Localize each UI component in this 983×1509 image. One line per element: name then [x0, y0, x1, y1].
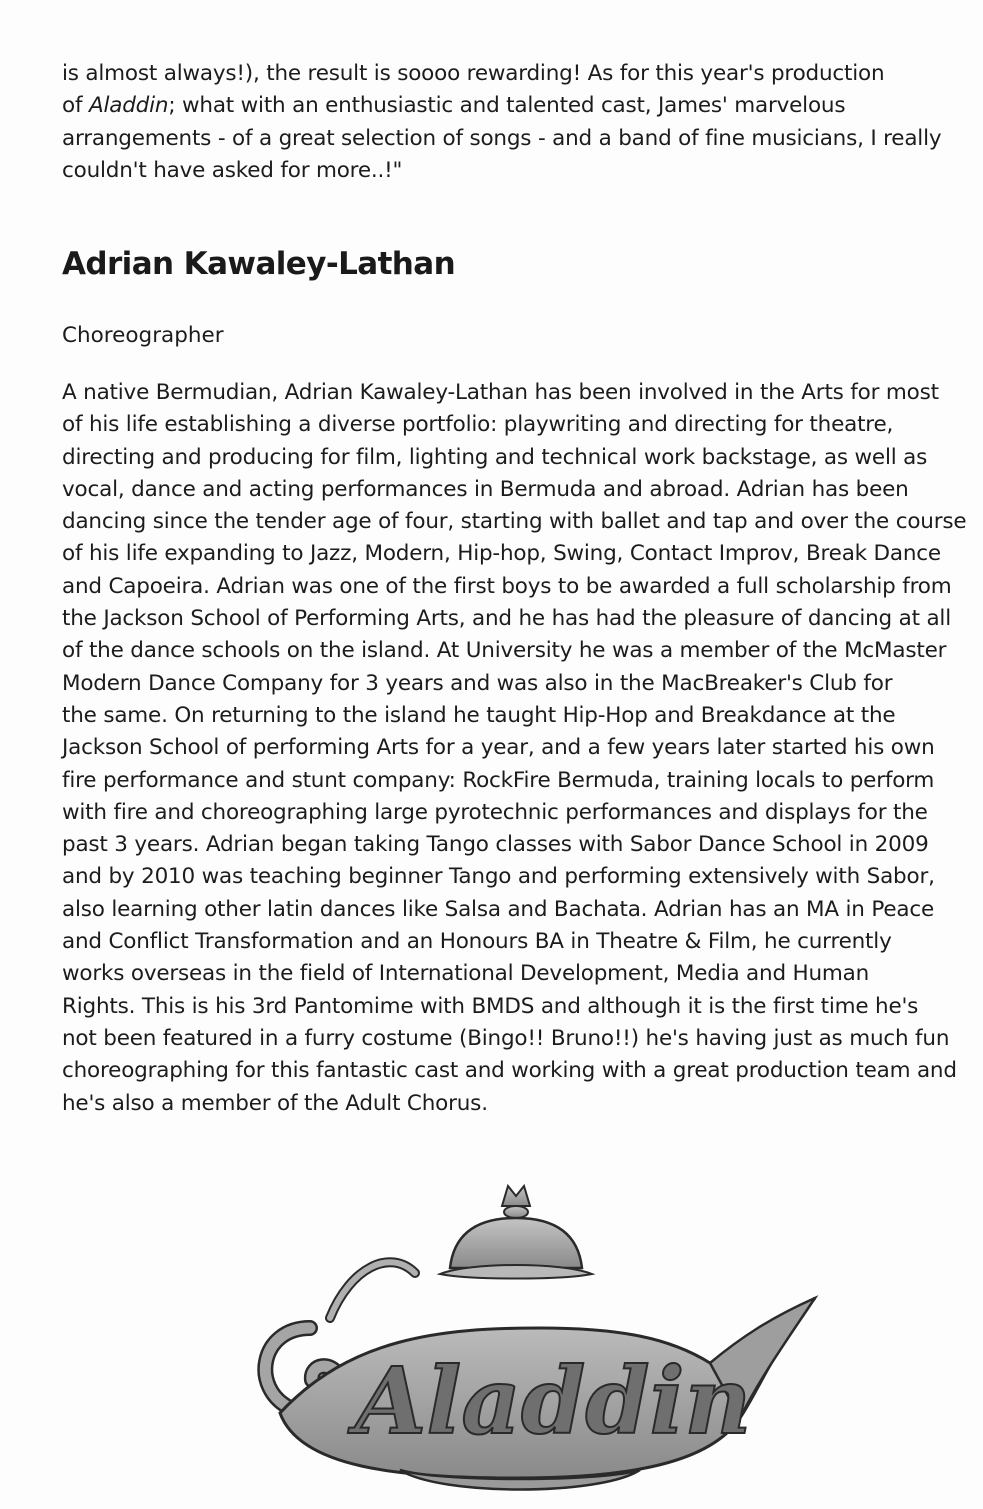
bio-line: with fire and choreographing large pyrotechnic performances and displays for the — [62, 799, 928, 825]
bio-line: the same. On returning to the island he taught Hip-Hop and Breakdance at the — [62, 702, 896, 728]
bio-line: also learning other latin dances like Salsa and Bachata. Adrian has an MA in Peace — [62, 896, 935, 922]
bio-line: and Conflict Transformation and an Honours BA in Theatre & Film, he currently — [62, 929, 892, 955]
bio-line: of the dance schools on the island. At University he was a member of the McMaster — [62, 638, 947, 664]
bio-line: the Jackson School of Performing Arts, and he has had the pleasure of dancing at all — [62, 606, 951, 632]
bio-line: not been featured in a furry costume (Bingo!! Bruno!!) he's having just as much fun — [62, 1025, 950, 1051]
intro-line: arrangements - of a great selection of songs - and a band of fine musicians, I really — [62, 125, 942, 151]
bio-line: of his life expanding to Jazz, Modern, Hip-hop, Swing, Contact Improv, Break Dance — [62, 541, 941, 567]
bio-line: and by 2010 was teaching beginner Tango and performing extensively with Sabor, — [62, 864, 935, 890]
profile-name-heading: Adrian Kawaley-Lathan — [62, 246, 456, 282]
bio-line: fire performance and stunt company: RockFire Bermuda, training locals to perform — [62, 767, 935, 793]
bio-line: vocal, dance and acting performances in Bermuda and abroad. Adrian has been — [62, 476, 909, 502]
intro-line: is almost always!), the result is soooo rewarding! As for this year's production — [62, 61, 885, 86]
production-title: Aladdin — [88, 93, 169, 119]
logo-wordmark: Aladdin — [355, 1347, 752, 1455]
bio-line: choreographing for this fantastic cast and working with a great production team and — [62, 1058, 957, 1084]
bio-line: and Capoeira. Adrian was one of the first boys to be awarded a full scholarship from — [62, 573, 952, 599]
profile-bio — [62, 377, 967, 1120]
genie-lamp-logo-icon — [240, 1178, 820, 1498]
bio-line: dancing since the tender age of four, starting with ballet and tap and over the course — [62, 509, 967, 535]
aladdin-logo — [240, 1178, 820, 1498]
bio-line: he's also a member of the Adult Chorus. — [62, 1090, 488, 1116]
bio-line: of his life establishing a diverse portfolio: playwriting and directing for theatre, — [62, 412, 894, 438]
bio-line: past 3 years. Adrian began taking Tango classes with Sabor Dance School in 2009 — [62, 832, 929, 858]
bio-line: A native Bermudian, Adrian Kawaley-Lathan has been involved in the Arts for most — [62, 380, 939, 405]
bio-line: Jackson School of performing Arts for a year, and a few years later started his own — [62, 735, 935, 761]
intro-line: of Aladdin; what with an enthusiastic and talented cast, James' marvelous — [62, 93, 846, 119]
profile-role: Choreographer — [62, 323, 224, 348]
intro-paragraph — [62, 58, 952, 187]
bio-line: Rights. This is his 3rd Pantomime with BMDS and although it is the first time he's — [62, 993, 919, 1019]
intro-line: couldn't have asked for more..!" — [62, 157, 403, 183]
bio-line: works overseas in the field of International Development, Media and Human — [62, 961, 870, 987]
bio-line: directing and producing for film, lighting and technical work backstage, as well as — [62, 444, 928, 470]
bio-line: Modern Dance Company for 3 years and was also in the MacBreaker's Club for — [62, 670, 893, 696]
